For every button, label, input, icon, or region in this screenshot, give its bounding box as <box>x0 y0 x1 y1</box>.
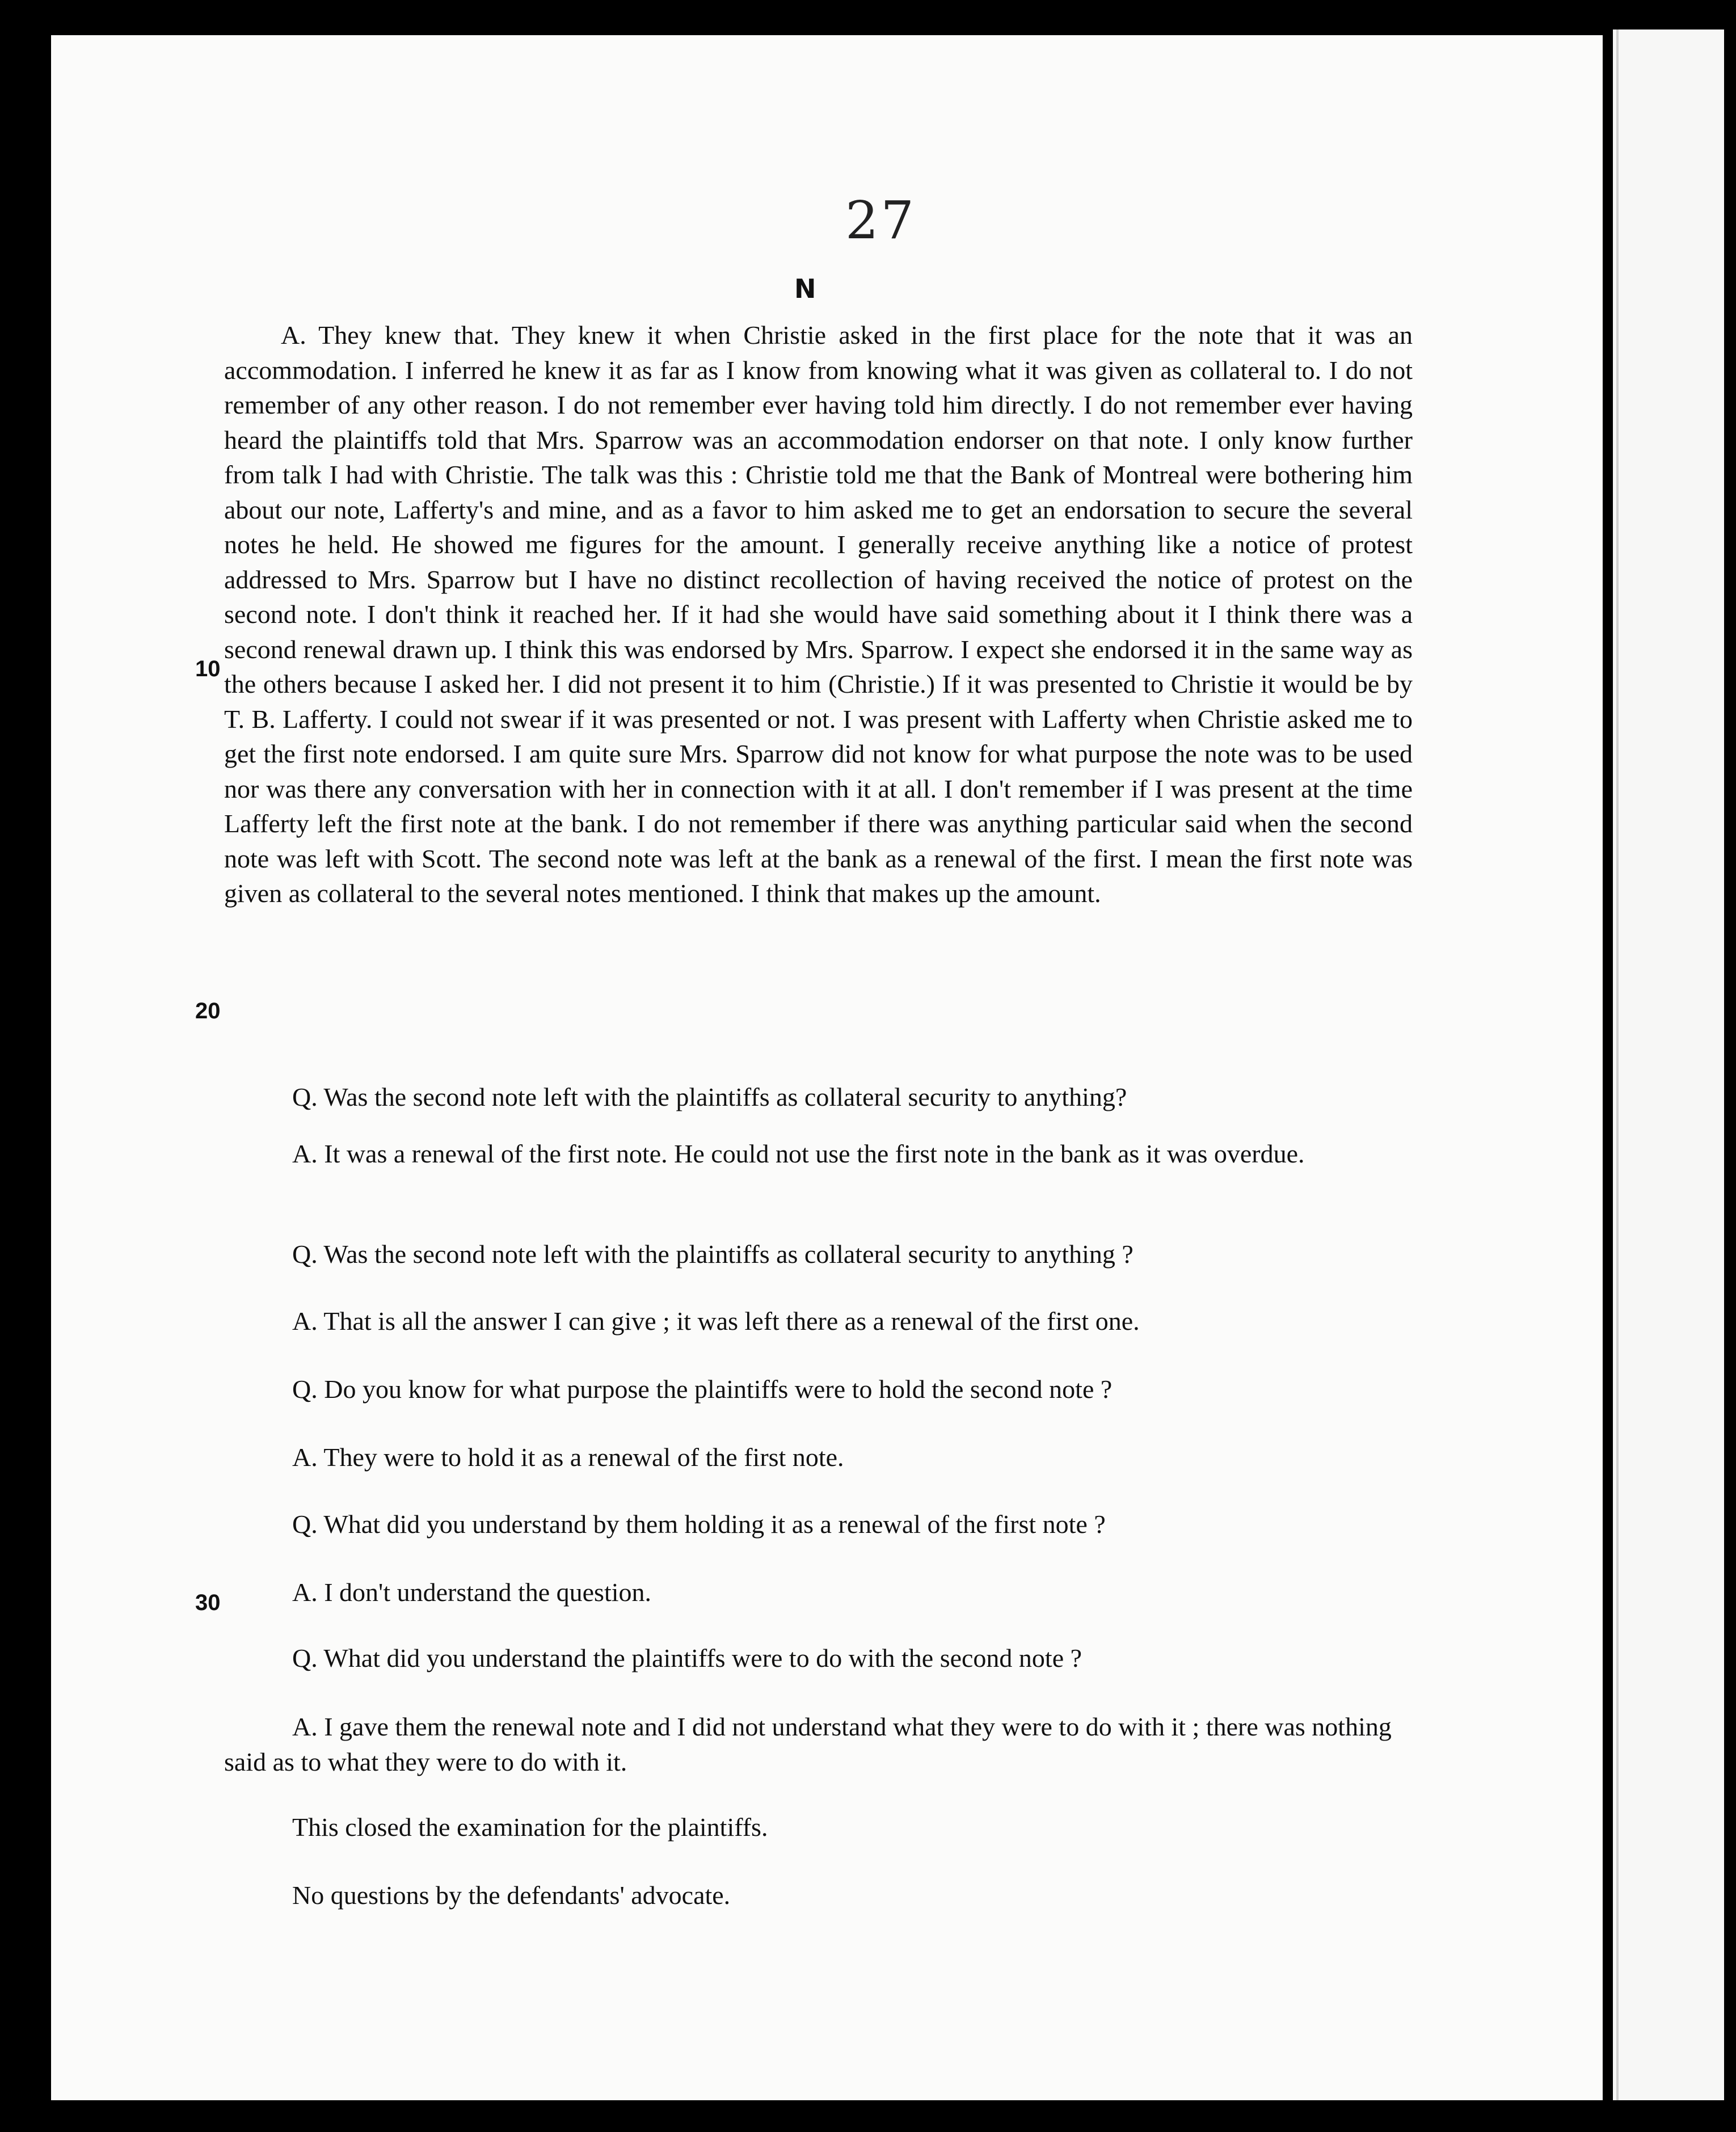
page-mark: N <box>794 273 816 304</box>
opening-answer-paragraph: A. They knew that. They knew it when Christie asked in the first place for the note that it was an accommodation. I inferred he knew it as far as I know from knowing what it was given as collateral to. I do not remember of any other reason. I do not remember ever having told him directly. I do not remember ever having heard the plaintiffs told that Mrs. Sparrow was an accommodation endorser on that note. I only know further from talk I had with Christie. The talk was this : Christie told me that the Bank of Montreal were bothering him about our note, Lafferty's and mine, and as a favor to him asked me to get an endorsation to secure the several notes he held. He showed me figures for the amount. I generally receive anything like a notice of protest addressed to Mrs. Sparrow but I have no distinct recollection of having received the notice of protest on the second note. I don't think it reached her. If it had she would have said something about it I think there was a second renewal drawn up. I think this was endorsed by Mrs. Sparrow. I expect she endorsed it in the same way as the others because I asked her. I did not present it to him (Christie.) If it was presented to Christie it would be by T. B. Lafferty. I could not swear if it was presented or not. I was present with Lafferty when Christie asked me to get the first note endorsed. I am quite sure Mrs. Sparrow did not know for what purpose the note was to be used nor was there any conversation with her in connection with it at all. I don't remember if I was present at the time Lafferty left the first note at the bank. I do not remember if there was anything particular said when the second note was left with Scott. The second note was left at the bank as a renewal of the first. I mean the first note was given as collateral to the several notes mentioned. I think that makes up the amount. <box>224 321 1413 908</box>
page-number: 27 <box>845 190 917 251</box>
answer-3: A. They were to hold it as a renewal of the first note. <box>292 1443 844 1472</box>
answer-2: A. That is all the answer I can give ; it was left there as a renewal of the first one. <box>292 1307 1140 1335</box>
line-number-10: 10 <box>195 656 221 681</box>
question-4: Q. What did you understand by them holding it as a renewal of the first note ? <box>292 1510 1106 1539</box>
question-3: Q. Do you know for what purpose the plaintiffs were to hold the second note ? <box>292 1375 1113 1404</box>
question-2: Q. Was the second note left with the plaintiffs as collateral security to anything ? <box>292 1240 1134 1269</box>
answer-4: A. I don't understand the question. <box>292 1578 652 1607</box>
closing-note: This closed the examination for the plaintiffs. <box>292 1813 768 1842</box>
adjacent-page-edge <box>1613 30 1724 2100</box>
answer-1: A. It was a renewal of the first note. He could not use the first note in the bank as it was overdue. <box>292 1139 1305 1168</box>
answer-5: A. I gave them the renewal note and I did not understand what they were to do with it ; there was nothing said as to what they were to do with it. <box>224 1712 1392 1776</box>
question-5: Q. What did you understand the plaintiffs were to do with the second note ? <box>292 1644 1082 1672</box>
question-1: Q. Was the second note left with the plaintiffs as collateral security to anything? <box>292 1082 1127 1111</box>
defendants-note: No questions by the defendants' advocate. <box>292 1881 731 1910</box>
line-number-20: 20 <box>195 998 221 1023</box>
line-number-30: 30 <box>195 1590 221 1615</box>
